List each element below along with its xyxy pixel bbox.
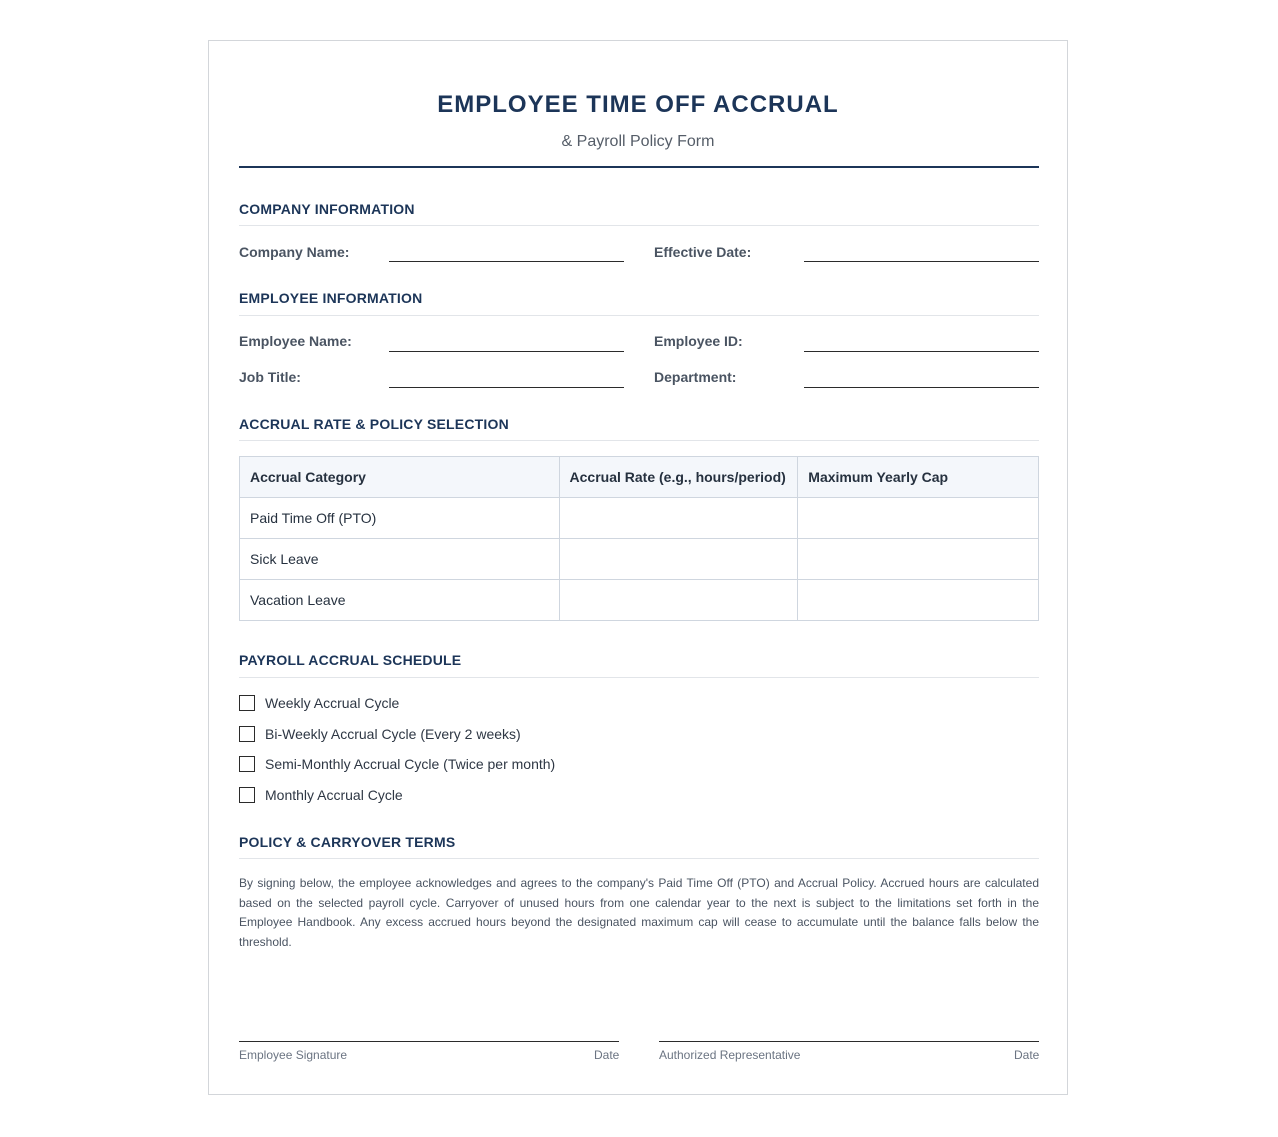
employee-name-label: Employee Name: — [239, 333, 352, 349]
employee-id-label: Employee ID: — [654, 333, 743, 349]
rate-cell[interactable] — [559, 498, 798, 539]
table-row — [240, 498, 1039, 539]
company-name-label: Company Name: — [239, 244, 350, 260]
schedule-section-heading: PAYROLL ACCRUAL SCHEDULE — [239, 652, 462, 668]
table-row — [240, 539, 1039, 580]
job-title-field[interactable] — [389, 387, 624, 388]
department-field[interactable] — [804, 387, 1039, 388]
cap-cell[interactable] — [798, 580, 1039, 621]
section-divider — [239, 440, 1039, 441]
column-header: Accrual Rate (e.g., hours/period) — [559, 457, 798, 498]
rate-cell[interactable] — [559, 580, 798, 621]
section-divider — [239, 225, 1039, 226]
checkbox-label: Monthly Accrual Cycle — [265, 787, 403, 803]
checkbox[interactable] — [239, 695, 255, 711]
table-header-row — [240, 457, 1039, 498]
accrual-table — [239, 456, 1039, 621]
schedule-option-weekly[interactable] — [239, 695, 399, 711]
checkbox-label: Bi-Weekly Accrual Cycle (Every 2 weeks) — [265, 726, 521, 742]
employee-name-field[interactable] — [389, 351, 624, 352]
accrual-section-heading: ACCRUAL RATE & POLICY SELECTION — [239, 416, 509, 432]
terms-paragraph: By signing below, the employee acknowledges and agrees to the company's Paid Time Off (PTO) and Accrual Policy. Accrued hours are calculated based on the selected payroll cycle. Carryover of unused hours from one calendar year to the next is subject to the limitations set forth in the Employee Handbook. Any excess accrued hours beyond the designated maximum cap will cease to accumulate until the balance falls below the threshold. — [239, 876, 1039, 949]
effective-date-field[interactable] — [804, 261, 1039, 262]
employee-date-label: Date — [594, 1048, 620, 1062]
employee-signature-line[interactable] — [239, 1041, 619, 1042]
category-cell: Sick Leave — [240, 539, 560, 580]
section-divider — [239, 315, 1039, 316]
checkbox[interactable] — [239, 726, 255, 742]
category-cell: Vacation Leave — [240, 580, 560, 621]
job-title-label: Job Title: — [239, 369, 301, 385]
form-subtitle: & Payroll Policy Form — [561, 133, 715, 150]
representative-date-label: Date — [1014, 1048, 1040, 1062]
table-row — [240, 580, 1039, 621]
form-title: EMPLOYEE TIME OFF ACCRUAL — [437, 91, 839, 118]
schedule-option-semimonthly[interactable] — [239, 756, 555, 772]
checkbox[interactable] — [239, 787, 255, 803]
company-section-heading: COMPANY INFORMATION — [239, 201, 415, 217]
category-cell: Paid Time Off (PTO) — [240, 498, 560, 539]
department-label: Department: — [654, 369, 737, 385]
form-page — [208, 40, 1068, 1095]
representative-signature-label: Authorized Representative — [659, 1048, 801, 1062]
company-name-field[interactable] — [389, 261, 624, 262]
title-divider — [239, 166, 1039, 168]
checkbox[interactable] — [239, 756, 255, 772]
section-divider — [239, 677, 1039, 678]
checkbox-label: Weekly Accrual Cycle — [265, 695, 400, 711]
schedule-option-monthly[interactable] — [239, 787, 403, 803]
column-header: Maximum Yearly Cap — [798, 457, 1039, 498]
checkbox-label: Semi-Monthly Accrual Cycle (Twice per month) — [265, 756, 556, 772]
employee-id-field[interactable] — [804, 351, 1039, 352]
employee-section-heading: EMPLOYEE INFORMATION — [239, 290, 423, 306]
employee-signature-label: Employee Signature — [239, 1048, 348, 1062]
representative-signature-line[interactable] — [659, 1041, 1039, 1042]
schedule-option-biweekly[interactable] — [239, 726, 521, 742]
cap-cell[interactable] — [798, 498, 1039, 539]
cap-cell[interactable] — [798, 539, 1039, 580]
effective-date-label: Effective Date: — [654, 244, 752, 260]
rate-cell[interactable] — [559, 539, 798, 580]
terms-section-heading: POLICY & CARRYOVER TERMS — [239, 834, 456, 850]
column-header: Accrual Category — [240, 457, 560, 498]
section-divider — [239, 858, 1039, 859]
